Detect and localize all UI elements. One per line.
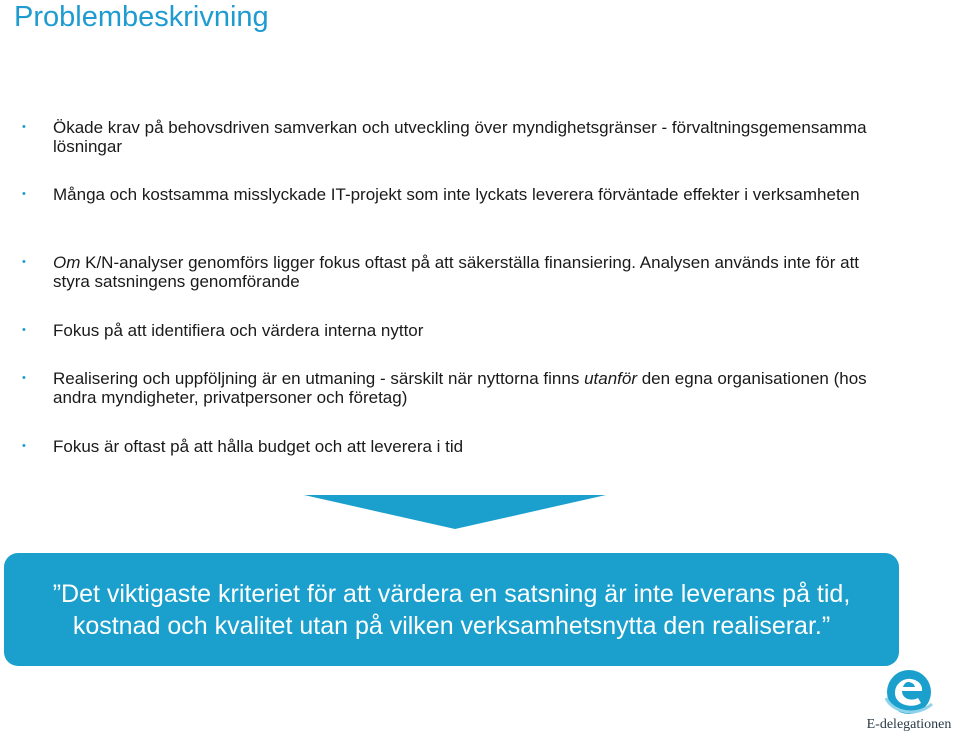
bullet-text-part: Fokus är oftast på att hålla budget och att leverera i tid [53, 437, 464, 456]
callout-text: ”Det viktigaste kriteriet för att värdera en satsning är inte leverans på tid, kostnad och kvalitet utan på vilken verksamhetsnytta den realiserar.” [52, 579, 851, 640]
bullet-text-italic: utanför [584, 369, 637, 388]
key-message-callout [4, 553, 899, 666]
bullet-marker: • [22, 121, 26, 133]
bullet-text-part: den egna organisationen (hos andra myndigheter, privatpersoner och företag) [53, 369, 867, 407]
bullet-marker: • [22, 372, 26, 384]
bullet-text-part: Realisering och uppföljning är en utmaning - särskilt när nyttorna finns [53, 369, 585, 388]
bullet-marker: • [22, 440, 26, 452]
bullet-text-part: Ökade krav på behovsdriven samverkan och utveckling över myndighetsgränser - förvaltningsgemensamma lösningar [53, 118, 867, 156]
logo [860, 668, 958, 736]
bullet-text-part: Fokus på att identifiera och värdera interna nyttor [53, 321, 424, 340]
bullet-text [53, 253, 893, 291]
bullet-marker: • [22, 324, 26, 336]
down-arrow-icon [304, 495, 606, 529]
bullet-text [53, 185, 893, 204]
bullet-text-part: K/N-analyser genomförs ligger fokus oftast på att säkerställa finansiering. Analysen används inte för att styra satsningens genomförande [53, 253, 860, 291]
bullet-text-italic: Om [53, 253, 81, 272]
bullet-text [53, 369, 893, 407]
bullet-text [53, 437, 893, 456]
e-delegationen-logo-icon [880, 668, 938, 716]
bullet-marker: • [22, 256, 26, 268]
bullet-text [53, 321, 893, 340]
bullet-marker: • [22, 188, 26, 200]
slide-title: Problembeskrivning [14, 1, 269, 33]
bullet-text [53, 118, 893, 156]
bullet-text-part: Många och kostsamma misslyckade IT-projekt som inte lyckats leverera förväntade effekter i verksamheten [53, 185, 860, 204]
logo-label: E-delegationen [866, 717, 952, 732]
